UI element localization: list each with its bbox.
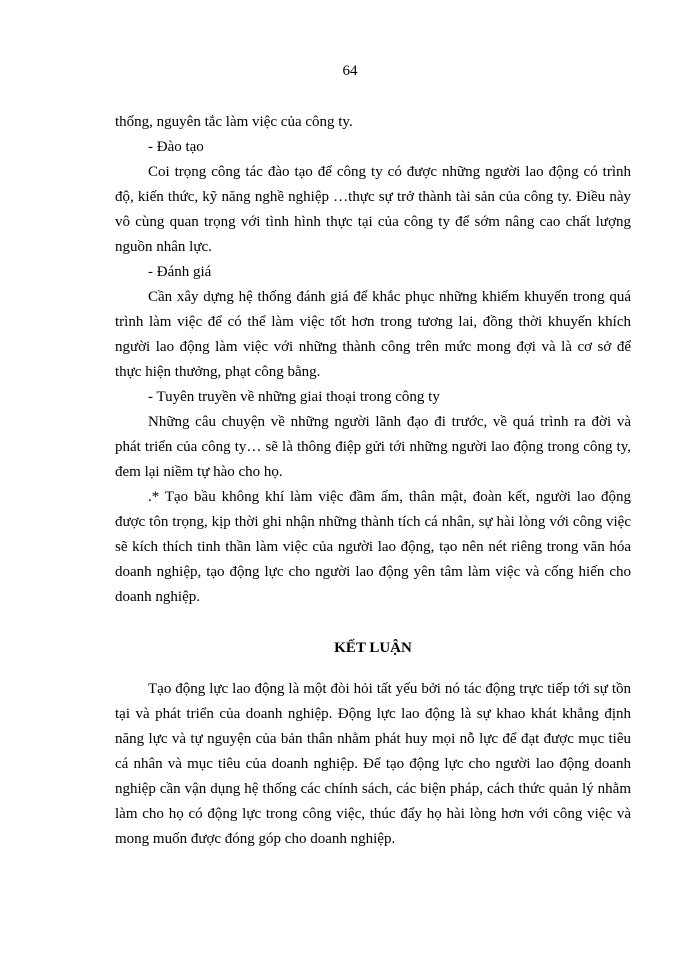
conclusion-paragraph: Tạo động lực lao động là một đòi hỏi tất yếu bởi nó tác động trực tiếp tới sự tồn tại và phát triển của doanh nghiệp. Động lực lao động là sự khao khát khẳng định năng lực và tự nguyện của bản thân nhằm phát huy mọi nỗ lực để đạt được mục tiêu cá nhân và mục tiêu của doanh nghiệp. Để tạo động lực cho người lao động doanh nghiệp cần vận dụng hệ thống các chính sách, các biện pháp, cách thức quản lý nhằm làm cho họ có động lực trong công việc, thúc đẩy họ hài lòng hơn với công việc và mong muốn được đóng góp cho doanh nghiệp. <box>115 681 631 847</box>
paragraph-evaluation: Cần xây dựng hệ thống đánh giá để khắc phục những khiếm khuyến trong quá trình làm việc để có thể làm việc tốt hơn trong tương lai, đồng thời khuyến khích người lao động làm việc với những thành công trên mức mong đợi và là cơ sở để thực hiện thưởng, phạt công bằng. <box>115 289 631 380</box>
paragraph-training: Coi trọng công tác đào tạo để công ty có được những người lao động có trình độ, kiến thức, kỹ năng nghề nghiệp …thực sự trở thành tài sản của công ty. Điều này vô cùng quan trọng với tình hình thực tại của công ty để sớm nâng cao chất lượng nguồn nhân lực. <box>115 164 631 255</box>
page-content <box>115 110 631 852</box>
heading-training: - Đào tạo <box>148 139 204 155</box>
paragraph-company-stories: Những câu chuyện về những người lãnh đạo đi trước, về quá trình ra đời và phát triển của công ty… sẽ là thông điệp gửi tới những người lao động trong công ty, đem lại niềm tự hào cho họ. <box>115 414 631 480</box>
paragraph-work-atmosphere: .* Tạo bầu không khí làm việc đầm ấm, thân mật, đoàn kết, người lao động được tôn trọng, kịp thời ghi nhận những thành tích cá nhân, sự hài lòng với công việc sẽ kích thích tinh thần làm việc của người lao động, tạo nên nét riêng trong văn hóa doanh nghiệp, tạo động lực cho người lao động yên tâm làm việc và cống hiến cho doanh nghiệp. <box>115 489 631 605</box>
heading-evaluation: - Đánh giá <box>148 264 212 280</box>
heading-company-stories: - Tuyên truyền về những giai thoại trong công ty <box>148 389 440 405</box>
paragraph-continuation: thống, nguyên tắc làm việc của công ty. <box>115 114 353 130</box>
conclusion-title: KẾT LUẬN <box>334 640 412 656</box>
page-number: 64 <box>342 63 358 79</box>
